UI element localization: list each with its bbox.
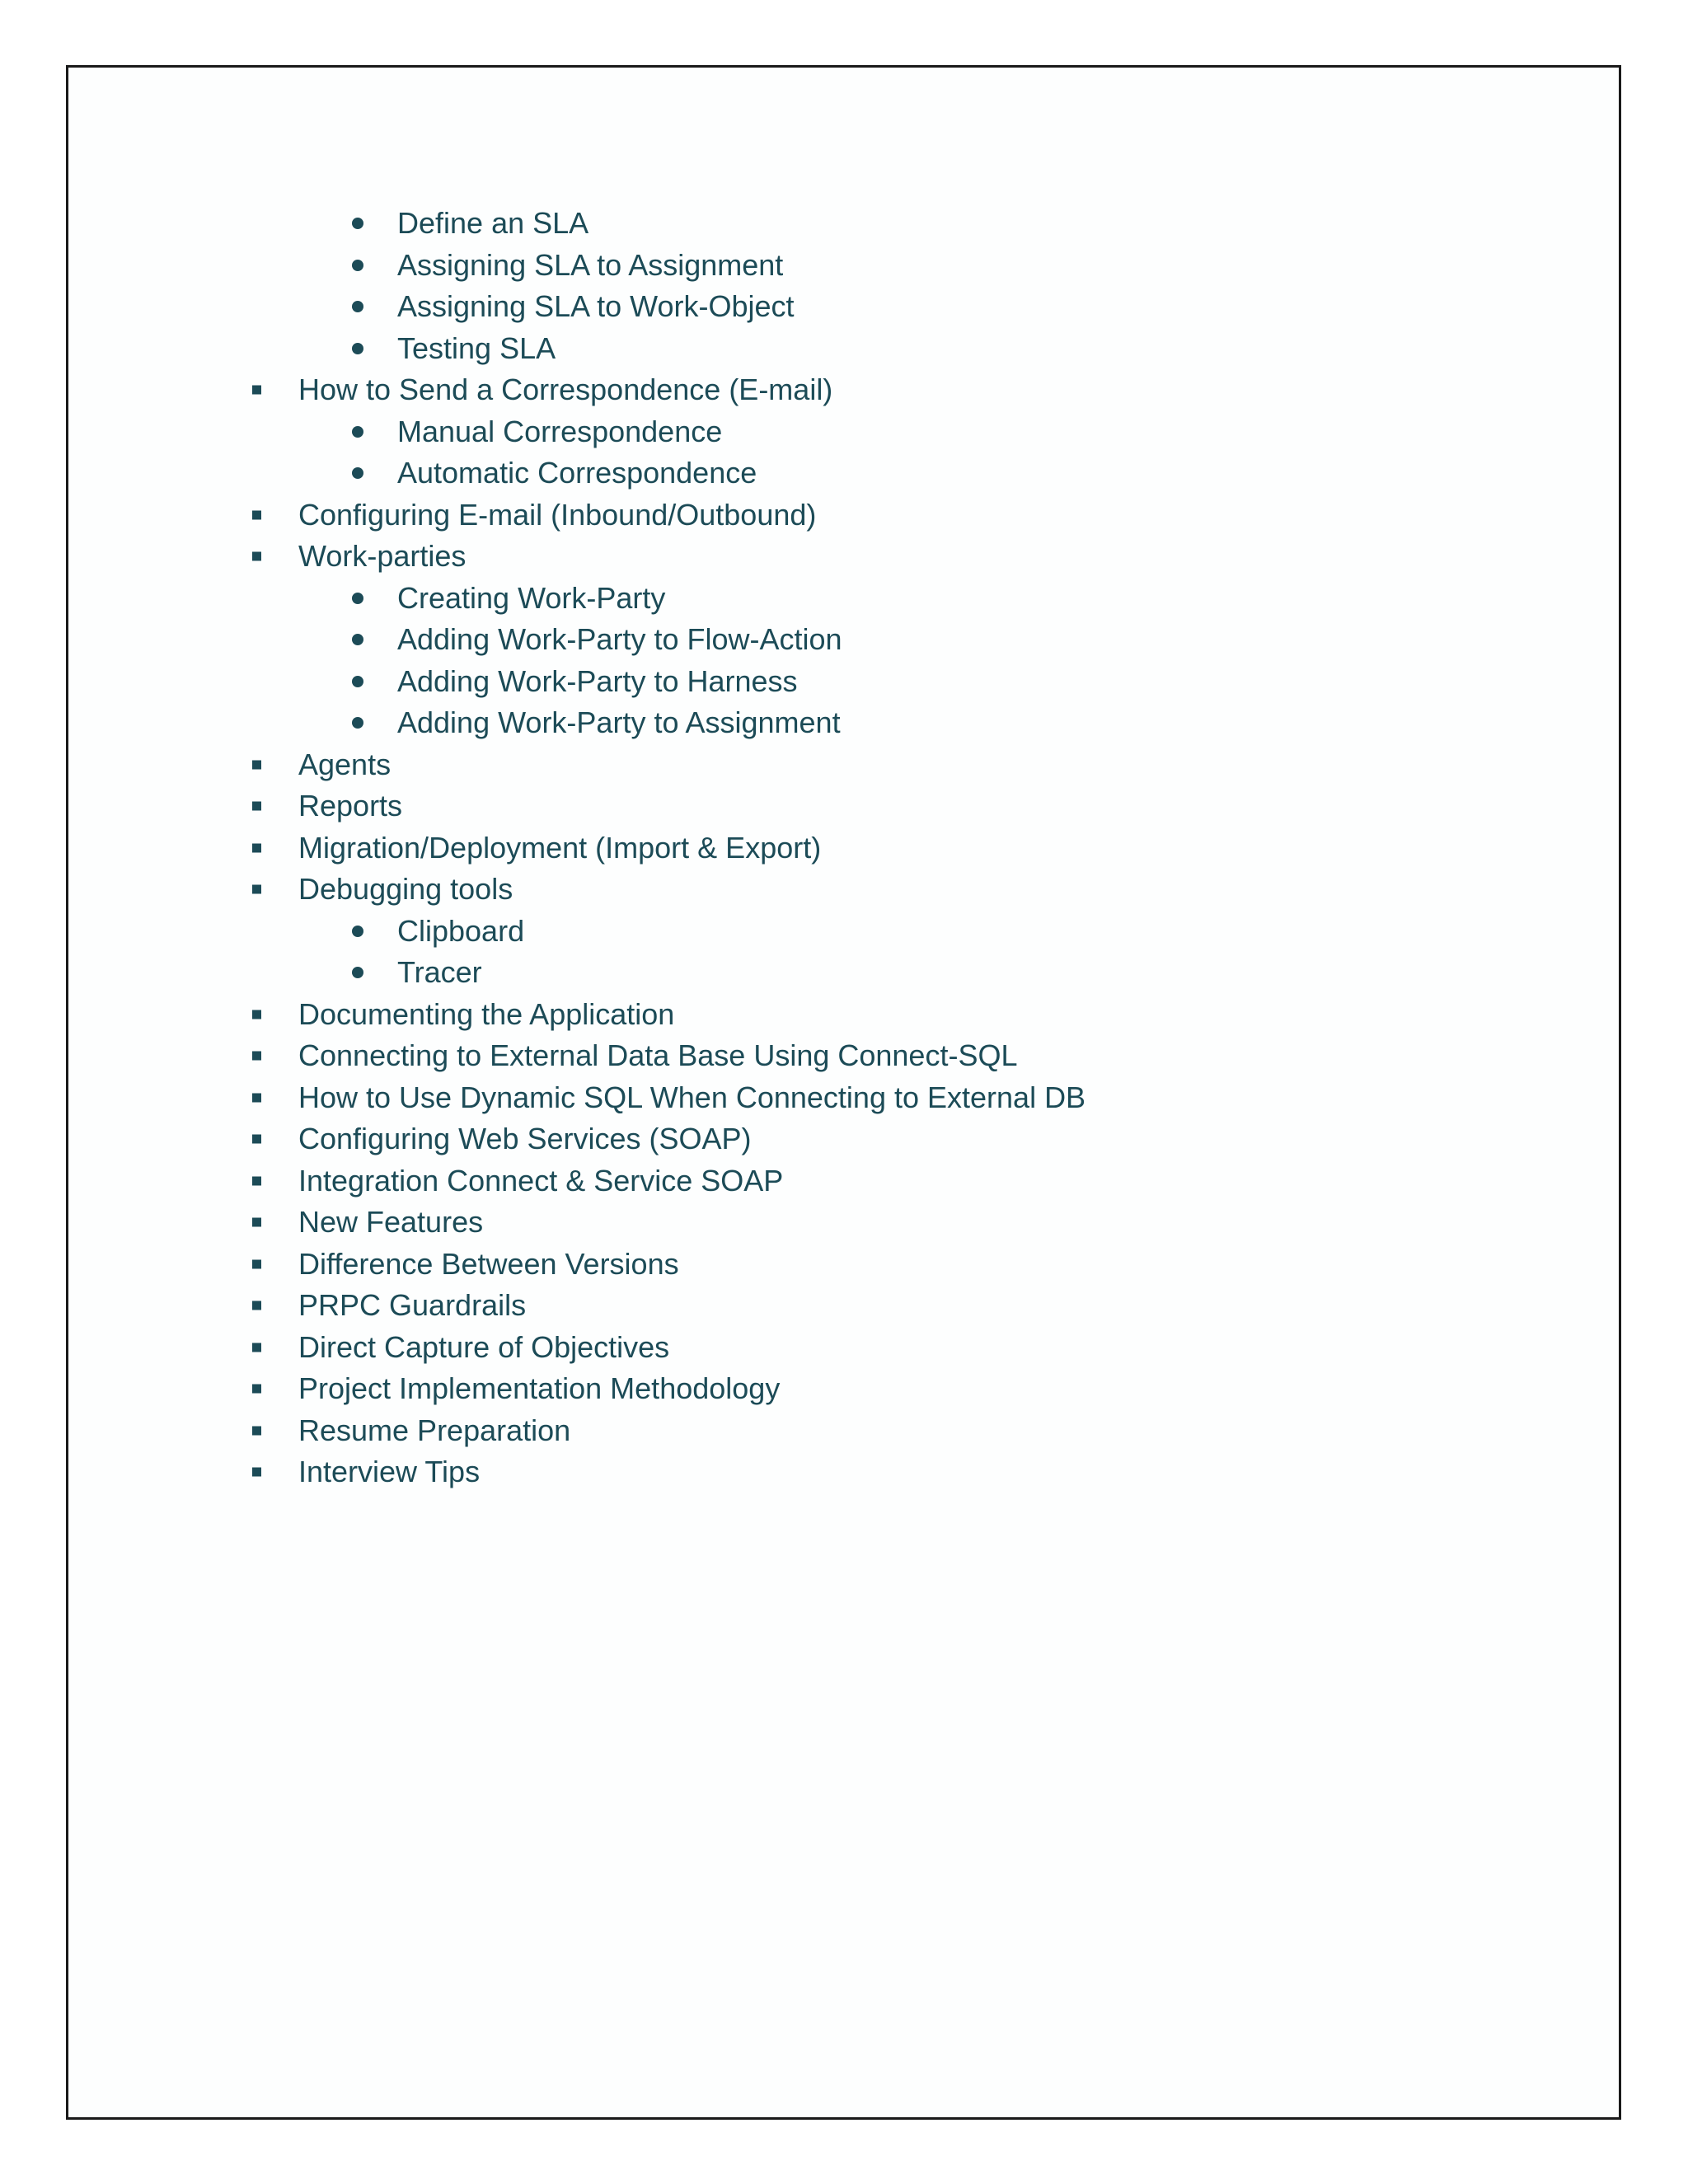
outline-item bbox=[0, 536, 1085, 578]
square-bullet-icon bbox=[252, 386, 261, 395]
square-bullet-icon bbox=[252, 1093, 261, 1102]
outline-item-label: Automatic Correspondence bbox=[397, 456, 757, 490]
round-bullet-icon bbox=[352, 467, 363, 479]
outline-item-label: Configuring E-mail (Inbound/Outbound) bbox=[298, 497, 817, 532]
square-bullet-icon bbox=[252, 1052, 261, 1061]
outline-item-label: Project Implementation Methodology bbox=[298, 1371, 781, 1405]
outline-subitem bbox=[0, 452, 1085, 494]
outline-item bbox=[0, 369, 1085, 411]
round-bullet-icon bbox=[352, 926, 363, 937]
round-bullet-icon bbox=[352, 426, 363, 438]
outline-item bbox=[0, 785, 1085, 827]
outline-item-label: How to Send a Correspondence (E-mail) bbox=[298, 373, 833, 406]
outline-item bbox=[0, 1202, 1085, 1244]
outline-item-label: Debugging tools bbox=[298, 872, 513, 906]
outline-item bbox=[0, 1410, 1085, 1452]
square-bullet-icon bbox=[252, 1218, 261, 1227]
outline-item-label: Testing SLA bbox=[397, 330, 556, 365]
round-bullet-icon bbox=[352, 260, 363, 271]
outline-item bbox=[0, 1327, 1085, 1369]
square-bullet-icon bbox=[252, 1176, 261, 1185]
outline-item-label: Interview Tips bbox=[298, 1455, 481, 1488]
round-bullet-icon bbox=[352, 676, 363, 687]
outline-item bbox=[0, 1244, 1085, 1286]
outline-list bbox=[0, 203, 1085, 1493]
outline-subitem bbox=[0, 245, 1085, 287]
outline-item-label: Work-parties bbox=[298, 539, 467, 573]
square-bullet-icon bbox=[252, 760, 261, 769]
outline-subitem bbox=[0, 911, 1085, 953]
outline-subitem bbox=[0, 203, 1085, 245]
outline-item bbox=[0, 1118, 1085, 1160]
outline-item bbox=[0, 1035, 1085, 1077]
outline-item bbox=[0, 494, 1085, 537]
outline-item-label: Migration/Deployment (Import & Export) bbox=[298, 830, 822, 865]
outline-item-label: Agents bbox=[298, 747, 392, 781]
outline-subitem bbox=[0, 328, 1085, 370]
square-bullet-icon bbox=[252, 1343, 261, 1352]
outline-item-label: Integration Connect & Service SOAP bbox=[298, 1163, 784, 1197]
outline-item-label: Clipboard bbox=[397, 913, 525, 948]
square-bullet-icon bbox=[252, 552, 261, 561]
outline-item-label: Configuring Web Services (SOAP) bbox=[298, 1122, 752, 1155]
outline-item bbox=[0, 744, 1085, 786]
outline-item-label: Creating Work-Party bbox=[397, 580, 666, 615]
round-bullet-icon bbox=[352, 218, 363, 229]
outline-item-label: Define an SLA bbox=[397, 206, 589, 240]
outline-item-label: Manual Correspondence bbox=[397, 414, 723, 448]
outline-item bbox=[0, 1160, 1085, 1202]
outline-item bbox=[0, 1368, 1085, 1410]
outline-item-label: Assigning SLA to Work-Object bbox=[397, 289, 795, 323]
square-bullet-icon bbox=[252, 1259, 261, 1268]
outline-item bbox=[0, 1451, 1085, 1493]
square-bullet-icon bbox=[252, 1135, 261, 1144]
outline-item-label: Adding Work-Party to Harness bbox=[397, 663, 798, 698]
square-bullet-icon bbox=[252, 1010, 261, 1019]
round-bullet-icon bbox=[352, 593, 363, 604]
square-bullet-icon bbox=[252, 1426, 261, 1435]
outline-item-label: Adding Work-Party to Flow-Action bbox=[397, 622, 842, 656]
outline-subitem bbox=[0, 661, 1085, 703]
outline-subitem bbox=[0, 411, 1085, 453]
outline-item bbox=[0, 1285, 1085, 1327]
outline-item bbox=[0, 1077, 1085, 1119]
round-bullet-icon bbox=[352, 717, 363, 729]
outline-item-label: PRPC Guardrails bbox=[298, 1288, 527, 1322]
square-bullet-icon bbox=[252, 1301, 261, 1310]
outline-subitem bbox=[0, 286, 1085, 328]
round-bullet-icon bbox=[352, 634, 363, 645]
outline-item-label: Difference Between Versions bbox=[298, 1246, 679, 1281]
square-bullet-icon bbox=[252, 843, 261, 852]
outline-item-label: New Features bbox=[298, 1205, 484, 1239]
outline-item bbox=[0, 827, 1085, 869]
outline-item bbox=[0, 994, 1085, 1036]
outline-item bbox=[0, 869, 1085, 911]
outline-item-label: Resume Preparation bbox=[298, 1413, 571, 1447]
outline-item-label: Connecting to External Data Base Using Connect-SQL bbox=[298, 1038, 1018, 1072]
round-bullet-icon bbox=[352, 343, 363, 354]
square-bullet-icon bbox=[252, 885, 261, 894]
round-bullet-icon bbox=[352, 301, 363, 312]
square-bullet-icon bbox=[252, 802, 261, 811]
square-bullet-icon bbox=[252, 1468, 261, 1477]
outline-item-label: Adding Work-Party to Assignment bbox=[397, 705, 841, 739]
outline-item-label: Direct Capture of Objectives bbox=[298, 1329, 670, 1364]
outline-item-label: Assigning SLA to Assignment bbox=[397, 247, 784, 282]
outline-subitem bbox=[0, 702, 1085, 744]
outline-subitem bbox=[0, 578, 1085, 620]
square-bullet-icon bbox=[252, 1385, 261, 1394]
outline-subitem bbox=[0, 619, 1085, 661]
round-bullet-icon bbox=[352, 967, 363, 978]
outline-item-label: How to Use Dynamic SQL When Connecting to External DB bbox=[298, 1080, 1086, 1114]
square-bullet-icon bbox=[252, 510, 261, 519]
outline-item-label: Documenting the Application bbox=[298, 996, 675, 1031]
outline-item-label: Tracer bbox=[397, 955, 482, 989]
outline-subitem bbox=[0, 952, 1085, 994]
outline-item-label: Reports bbox=[298, 789, 403, 823]
